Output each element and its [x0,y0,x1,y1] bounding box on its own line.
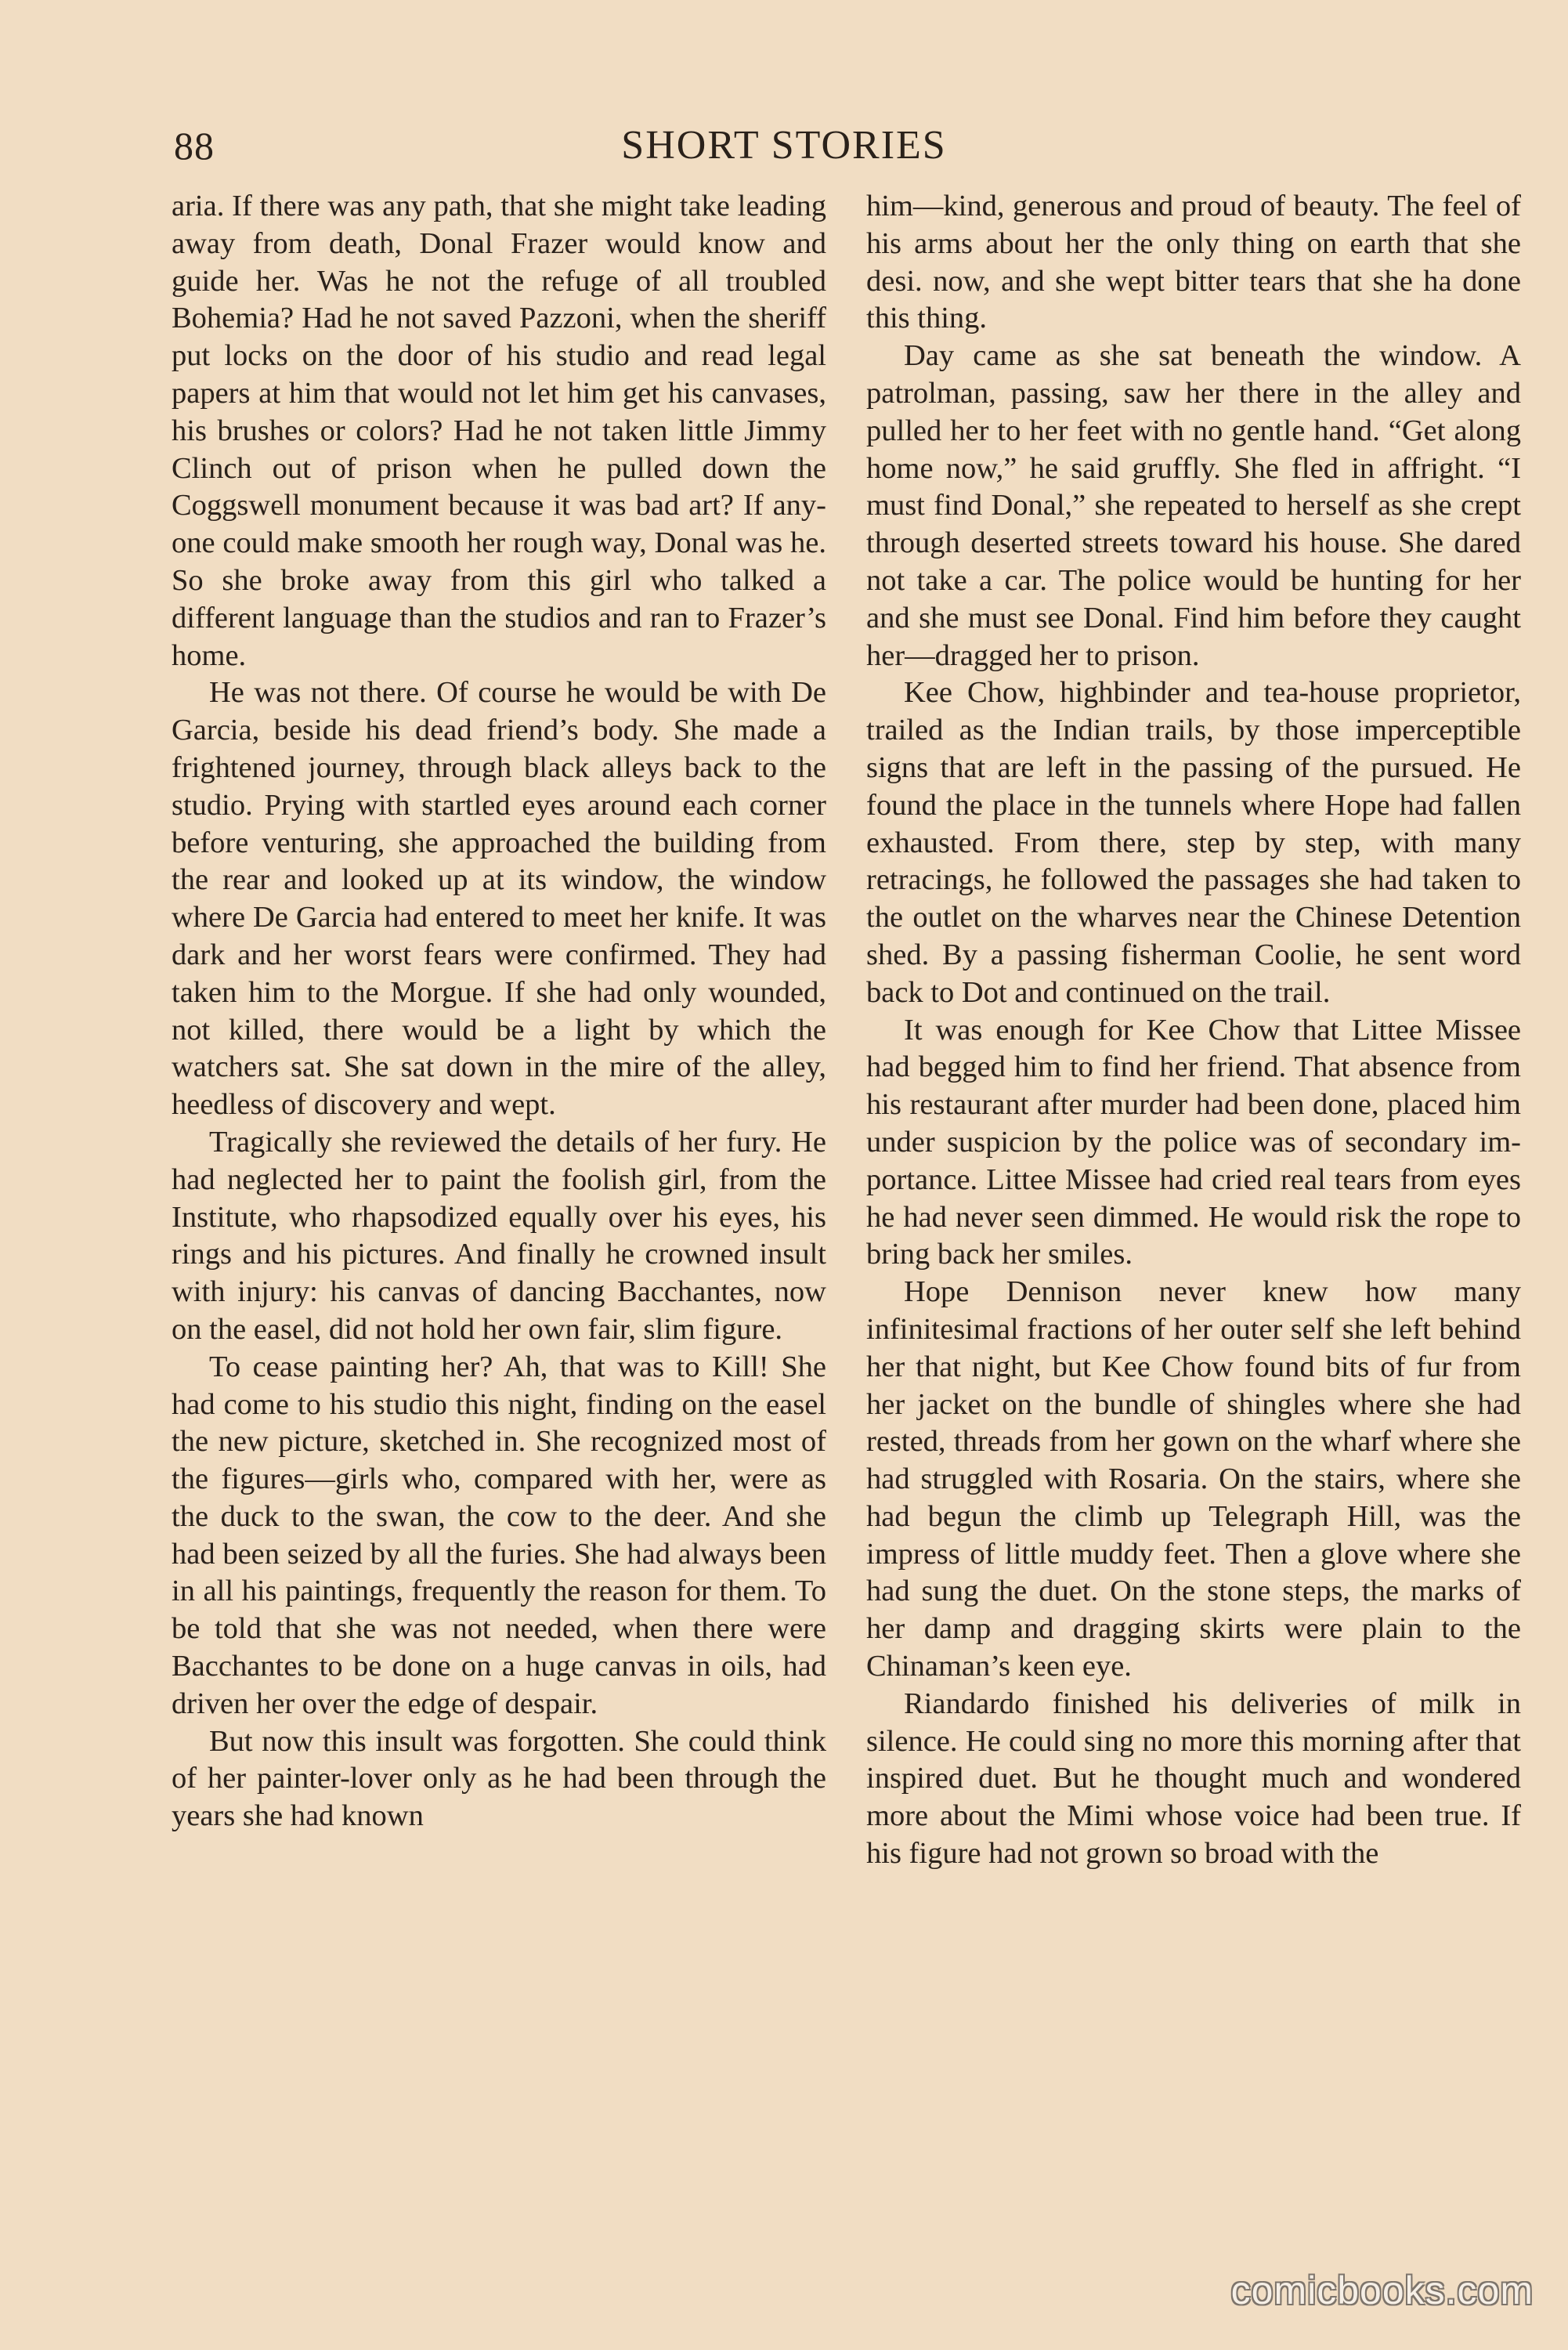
paragraph: Hope Dennison never knew how many infinitesimal fractions of her outer self she left behind her that night, but Kee Chow found bits of fur from her jacket on the bundle of shingles where she had rested, threads from her gown on the wharf where she had struggled with Rosaria. On the stairs, where she had begun the climb up Telegraph Hill, was the impress of little muddy feet. Then a glove where she had sung the duet. On the stone steps, the marks of her damp and dragging skirts were plain to the Chinaman’s keen eye. [866,1275,1521,1683]
left-column [172,188,826,1835]
paragraph: It was enough for Kee Chow that Littee Missee had begged him to find her friend. That absence from his restaurant after murder had been done, placed him under suspicion by the police was of secondary importance. Littee Missee had cried real tears from eyes he had never seen dimmed. He would risk the rope to bring back her smiles. [866,1013,1521,1271]
site-watermark: comicbooks.com [1230,2269,1534,2312]
paragraph: Tragically she reviewed the details of her fury. He had neglected her to paint the foolish girl, from the Institute, who rhapsodized equally over his eyes, his rings and his pictures. And finally he crowned insult with injury: his canvas of dancing Bacchantes, now on the easel, did not hold her own fair, slim figure. [172,1125,826,1346]
right-column [866,188,1521,1873]
page-number: 88 [174,124,215,168]
paragraph: He was not there. Of course he would be with De Garcia, beside his dead friend’s body. She made a frightened journey, through black alleys back to the studio. Prying with startled eyes around each corner before venturing, she approached the building from the rear and looked up at its window, the window where De Garcia had entered to meet her knife. It was dark and her worst fears were confirmed. They had taken him to the Morgue. If she had only wounded, not killed, there would be a light by which the watchers sat. She sat down in the mire of the alley, heedless of discovery and wept. [172,676,826,1122]
paragraph: Day came as she sat beneath the window. A patrolman, passing, saw her there in the alley and pulled her to her feet with no gentle hand. “Get along home now,” he said gruffly. She fled in affright. “I must find Donal,” she repeated to herself as she crept through deserted streets toward his house. She dared not take a car. The police would be hunting for her and she must see Donal. Find him before they caught her—dragged her to prison. [866,339,1521,672]
paragraph: To cease painting her? Ah, that was to Kill! She had come to his studio this night, finding on the easel the new picture, sketched in. She recognized most of the figures—girls who, compared with her, were as the duck to the swan, the cow to the deer. And she had been seized by all the furies. She had always been in all his paintings, frequently the reason for them. To be told that she was not needed, when there were Bacchantes to be done on a huge canvas in oils, had driven her over the edge of despair. [172,1350,826,1720]
running-title: SHORT STORIES [621,123,947,168]
paragraph: Kee Chow, highbinder and tea-house proprietor, trailed as the Indian trails, by those imperceptible signs that are left in the passing of the pursued. He found the place in the tunnels where Hope had fallen exhausted. From there, step by step, with many retracings, he followed the passages she had taken to the outlet on the wharves near the Chinese Detention shed. By a passing fisherman Coolie, he sent word back to Dot and continued on the trail. [866,676,1521,1009]
paragraph: But now this insult was forgotten. She could think of her painter-lover only as he had been through the years she had known [172,1724,826,1833]
paragraph: him—kind, generous and proud of beauty. The feel of his arms about her the only thing on earth that she desi. now, and she wept bitter tears that she ha done this thing. [866,190,1521,335]
paragraph: Riandardo finished his deliveries of milk in silence. He could sing no more this morning after that inspired duet. But he thought much and wondered more about the Mimi whose voice had been true. If his figure had not grown so broad with the [866,1687,1521,1871]
paragraph: aria. If there was any path, that she might take leading away from death, Donal Frazer would know and guide her. Was he not the refuge of all troubled Bohemia? Had he not saved Pazzoni, when the sheriff put locks on the door of his studio and read legal papers at him that would not let him get his canvases, his brushes or colors? Had he not taken little Jimmy Clinch out of prison when he pulled down the Coggswell monument because it was bad art? If anyone could make smooth her rough way, Donal was he. So she broke away from this girl who talked a different language than the studios and ran to Frazer’s home. [172,190,826,672]
